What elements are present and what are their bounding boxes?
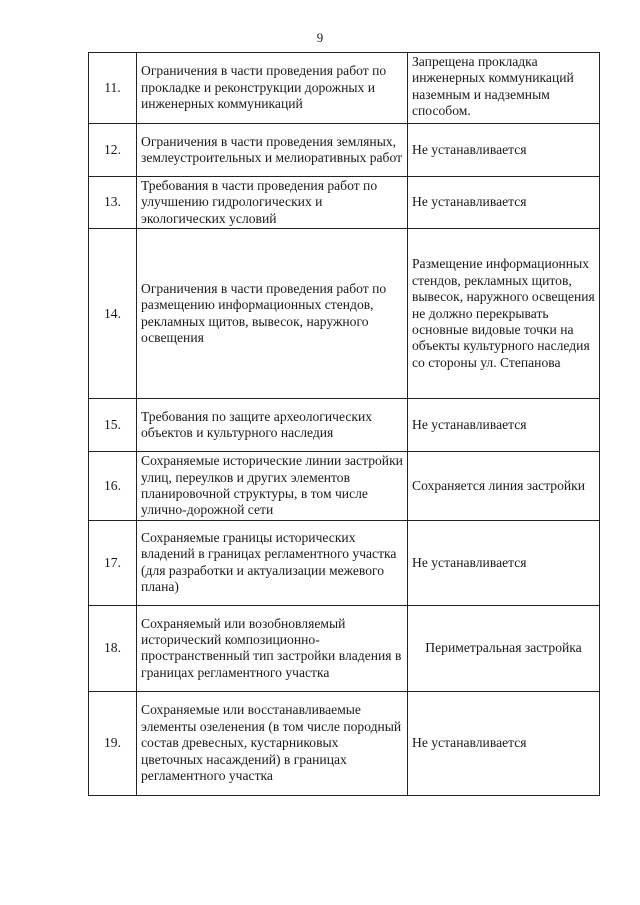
table-row <box>89 53 600 124</box>
row-value: Не устанавливается <box>408 177 600 229</box>
row-parameter: Сохраняемые или восстанавливаемые элементы озеленения (в том числе породный состав древесных, кустарниковых цветочных насаждений) в границах регламентного участка <box>137 691 408 795</box>
page-number: 9 <box>316 30 324 45</box>
regulation-table <box>88 52 600 796</box>
row-value: Не устанавливается <box>408 520 600 605</box>
table-row <box>89 605 600 691</box>
row-value: Не устанавливается <box>408 399 600 452</box>
row-parameter: Ограничения в части проведения земляных, землеустроительных и мелиоративных работ <box>137 124 408 177</box>
table-row <box>89 452 600 521</box>
table-row <box>89 399 600 452</box>
row-parameter: Ограничения в части проведения работ по прокладке и реконструкции дорожных и инженерных коммуникаций <box>137 53 408 124</box>
row-value: Размещение информационных стендов, рекламных щитов, вывесок, наружного освещения не должно перекрывать основные видовые точки на объекты культурного наследия со стороны ул. Степанова <box>408 229 600 399</box>
row-value: Не устанавливается <box>408 691 600 795</box>
row-parameter: Требования в части проведения работ по улучшению гидрологических и экологических условий <box>137 177 408 229</box>
row-number: 17. <box>89 520 137 605</box>
row-parameter: Сохраняемый или возобновляемый исторический композиционно-пространственный тип застройки владения в границах регламентного участка <box>137 605 408 691</box>
row-parameter: Ограничения в части проведения работ по размещению информационных стендов, рекламных щитов, вывесок, наружного освещения <box>137 229 408 399</box>
table-row <box>89 229 600 399</box>
row-number: 14. <box>89 229 137 399</box>
row-value: Периметральная застройка <box>408 605 600 691</box>
row-value: Не устанавливается <box>408 124 600 177</box>
row-parameter: Сохраняемые исторические линии застройки улиц, переулков и других элементов планировочной структуры, в том числе улично-дорожной сети <box>137 452 408 521</box>
row-number: 13. <box>89 177 137 229</box>
row-number: 16. <box>89 452 137 521</box>
row-number: 12. <box>89 124 137 177</box>
row-number: 19. <box>89 691 137 795</box>
row-parameter: Требования по защите археологических объектов и культурного наследия <box>137 399 408 452</box>
row-number: 15. <box>89 399 137 452</box>
table-row <box>89 691 600 795</box>
table-row <box>89 520 600 605</box>
row-value: Запрещена прокладка инженерных коммуникаций наземным и надземным способом. <box>408 53 600 124</box>
row-value: Сохраняется линия застройки <box>408 452 600 521</box>
row-number: 11. <box>89 53 137 124</box>
table-row <box>89 124 600 177</box>
table-row <box>89 177 600 229</box>
row-number: 18. <box>89 605 137 691</box>
row-parameter: Сохраняемые границы исторических владений в границах регламентного участка (для разработки и актуализации межевого плана) <box>137 520 408 605</box>
